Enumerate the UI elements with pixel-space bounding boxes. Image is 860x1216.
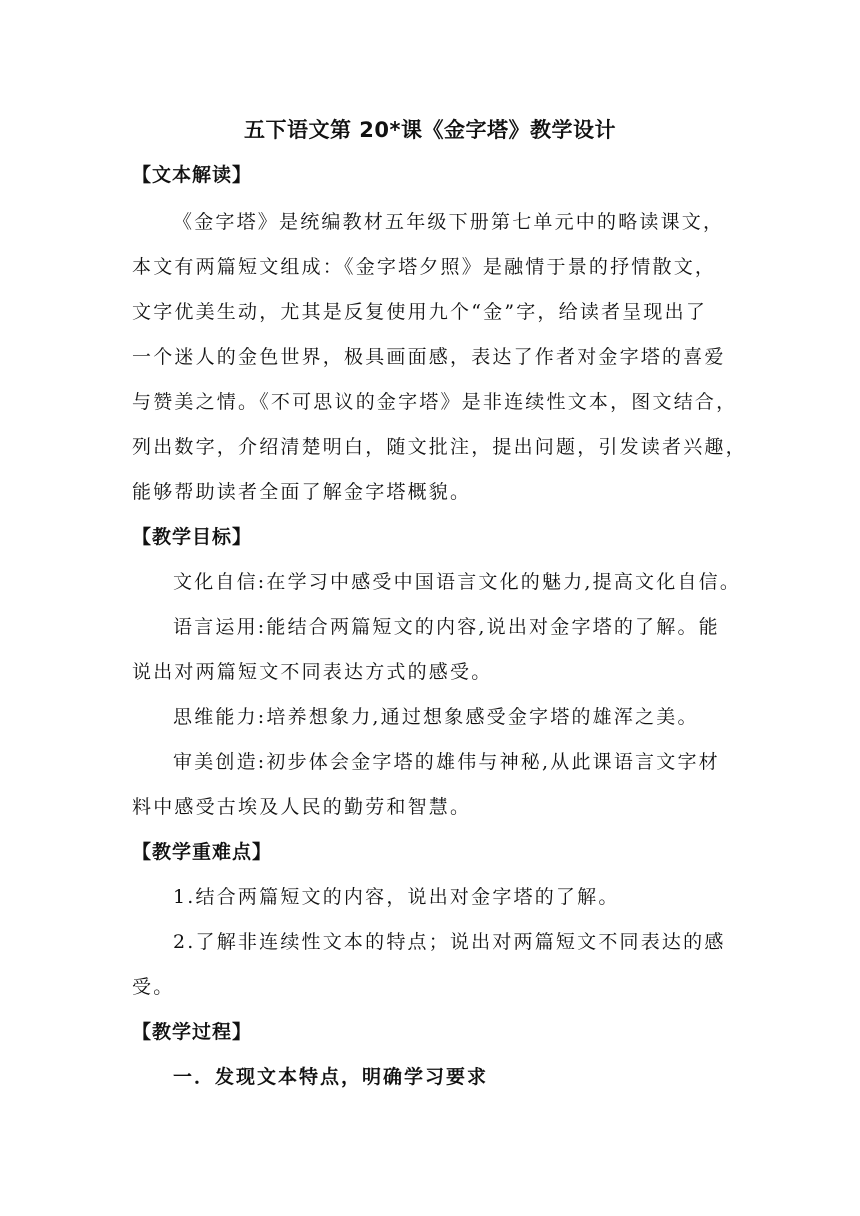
process-subheading: 一．发现文本特点，明确学习要求 xyxy=(173,1066,489,1088)
heading-objectives: 【教学目标】 xyxy=(132,526,253,548)
paragraph-line: 2.了解非连续性文本的特点；说出对两篇短文不同表达的感 xyxy=(173,931,726,953)
heading-text-reading: 【文本解读】 xyxy=(132,164,253,186)
paragraph-line: 料中感受古埃及人民的勤劳和智慧。 xyxy=(132,796,472,818)
paragraph-line: 语言运用:能结合两篇短文的内容,说出对金字塔的了解。能 xyxy=(173,616,720,638)
heading-key-points: 【教学重难点】 xyxy=(132,841,273,863)
paragraph-line: 列出数字，介绍清楚明白，随文批注，提出问题，引发读者兴趣， xyxy=(132,436,747,458)
paragraph-line: 一个迷人的金色世界，极具画面感，表达了作者对金字塔的喜爱 xyxy=(132,346,726,368)
document-title: 五下语文第 20*课《金字塔》教学设计 xyxy=(243,118,616,142)
paragraph-line: 文字优美生动，尤其是反复使用九个“金”字，给读者呈现出了 xyxy=(132,301,708,323)
paragraph-line: 受。 xyxy=(132,976,175,998)
paragraph-line: 思维能力:培养想象力,通过想象感受金字塔的雄浑之美。 xyxy=(173,706,699,728)
paragraph-line: 文化自信:在学习中感受中国语言文化的魅力,提高文化自信。 xyxy=(173,571,742,593)
paragraph-line: 《金字塔》是统编教材五年级下册第七单元中的略读课文， xyxy=(173,211,725,233)
paragraph-line: 审美创造:初步体会金字塔的雄伟与神秘,从此课语言文字材 xyxy=(173,751,720,773)
paragraph-line: 能够帮助读者全面了解金字塔概貌。 xyxy=(132,481,472,503)
paragraph-line: 1.结合两篇短文的内容，说出对金字塔的了解。 xyxy=(173,886,620,908)
paragraph-line: 本文有两篇短文组成：《金字塔夕照》是融情于景的抒情散文， xyxy=(132,256,717,278)
paragraph-line: 与赞美之情。《不可思议的金字塔》是非连续性文本，图文结合， xyxy=(132,391,738,413)
heading-process: 【教学过程】 xyxy=(132,1021,253,1043)
paragraph-line: 说出对两篇短文不同表达方式的感受。 xyxy=(132,661,493,683)
